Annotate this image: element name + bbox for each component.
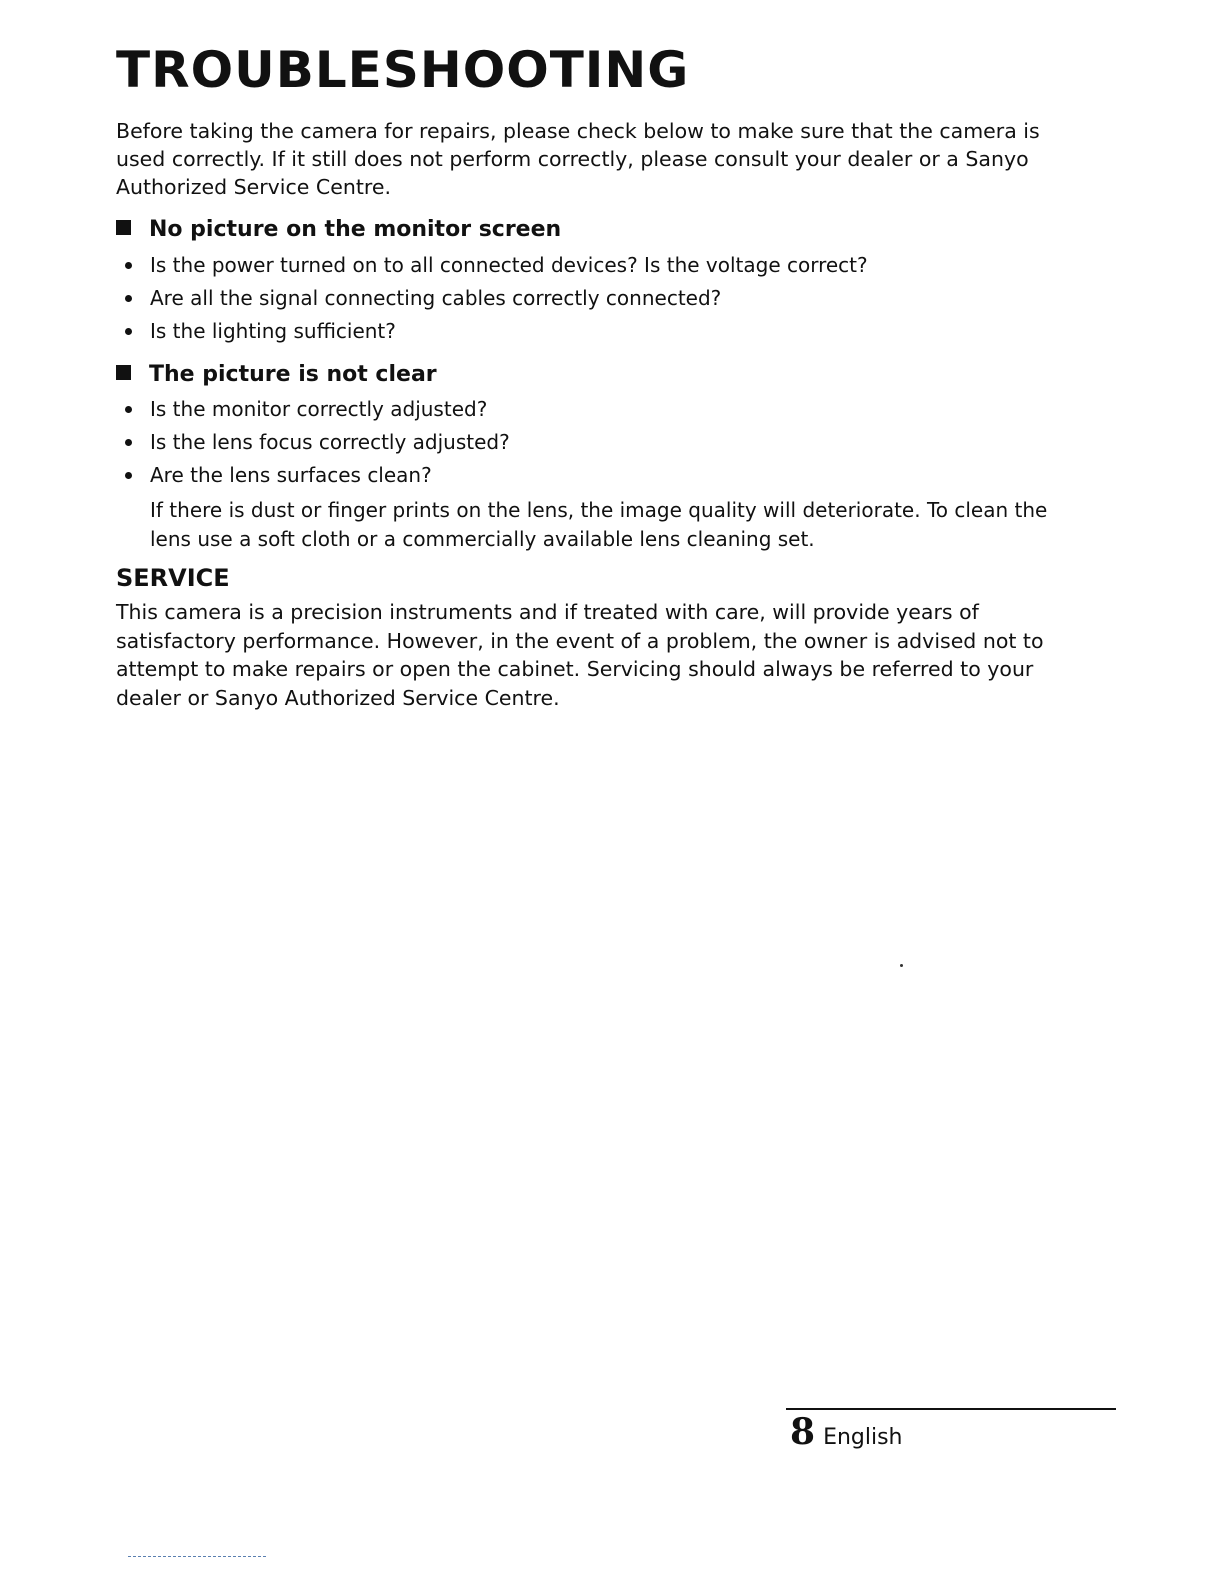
list-item-text: Is the lighting sufficient?	[150, 319, 396, 343]
list-item-text: Is the power turned on to all connected devices? Is the voltage correct?	[150, 253, 868, 277]
section-heading-text: No picture on the monitor screen	[149, 217, 562, 242]
section-heading-text: The picture is not clear	[149, 362, 437, 387]
language-label: English	[823, 1425, 903, 1450]
list-item-text: Is the monitor correctly adjusted?	[150, 397, 488, 421]
list-item	[116, 283, 868, 316]
service-paragraph: This camera is a precision instruments and if treated with care, will provide years of satisfactory performance. However, in the event of a problem, the owner is advised not to attempt to make repairs or open the cabinet. Servicing should always be referred to your dealer or Sanyo Authorized Service Centre.	[116, 600, 1044, 710]
list-item	[116, 250, 868, 283]
intro-paragraph: Before taking the camera for repairs, please check below to make sure that the camera is used correctly. If it still does not perform correctly, please consult your dealer or a Sanyo Authorized Service Centre.	[116, 119, 1040, 199]
lens-cleaning-note: If there is dust or finger prints on the lens, the image quality will deteriorate. To clean the lens use a soft cloth or a commercially available lens cleaning set.	[150, 498, 1048, 551]
list-item-text: Are all the signal connecting cables correctly connected?	[150, 286, 722, 310]
page-footer	[790, 1410, 903, 1454]
list-item-text: Is the lens focus correctly adjusted?	[150, 430, 510, 454]
square-bullet-icon	[116, 365, 131, 380]
bullet-dot-icon	[125, 328, 132, 335]
checklist-no-picture	[116, 250, 868, 349]
list-item	[116, 316, 868, 349]
square-bullet-icon	[116, 220, 131, 235]
list-item	[116, 427, 510, 460]
bullet-dot-icon	[125, 406, 132, 413]
scan-edge-artifact	[128, 1556, 266, 1557]
section-heading-no-picture	[116, 215, 561, 245]
page-title: TROUBLESHOOTING	[116, 41, 690, 99]
section-heading-not-clear	[116, 360, 437, 390]
service-heading: SERVICE	[116, 564, 230, 592]
page-number: 8	[790, 1411, 816, 1453]
list-item	[116, 394, 510, 427]
list-item-text: Are the lens surfaces clean?	[150, 463, 432, 487]
stray-mark	[900, 964, 903, 967]
bullet-dot-icon	[125, 295, 132, 302]
list-item	[116, 460, 510, 493]
checklist-not-clear	[116, 394, 510, 493]
bullet-dot-icon	[125, 439, 132, 446]
bullet-dot-icon	[125, 262, 132, 269]
bullet-dot-icon	[125, 472, 132, 479]
